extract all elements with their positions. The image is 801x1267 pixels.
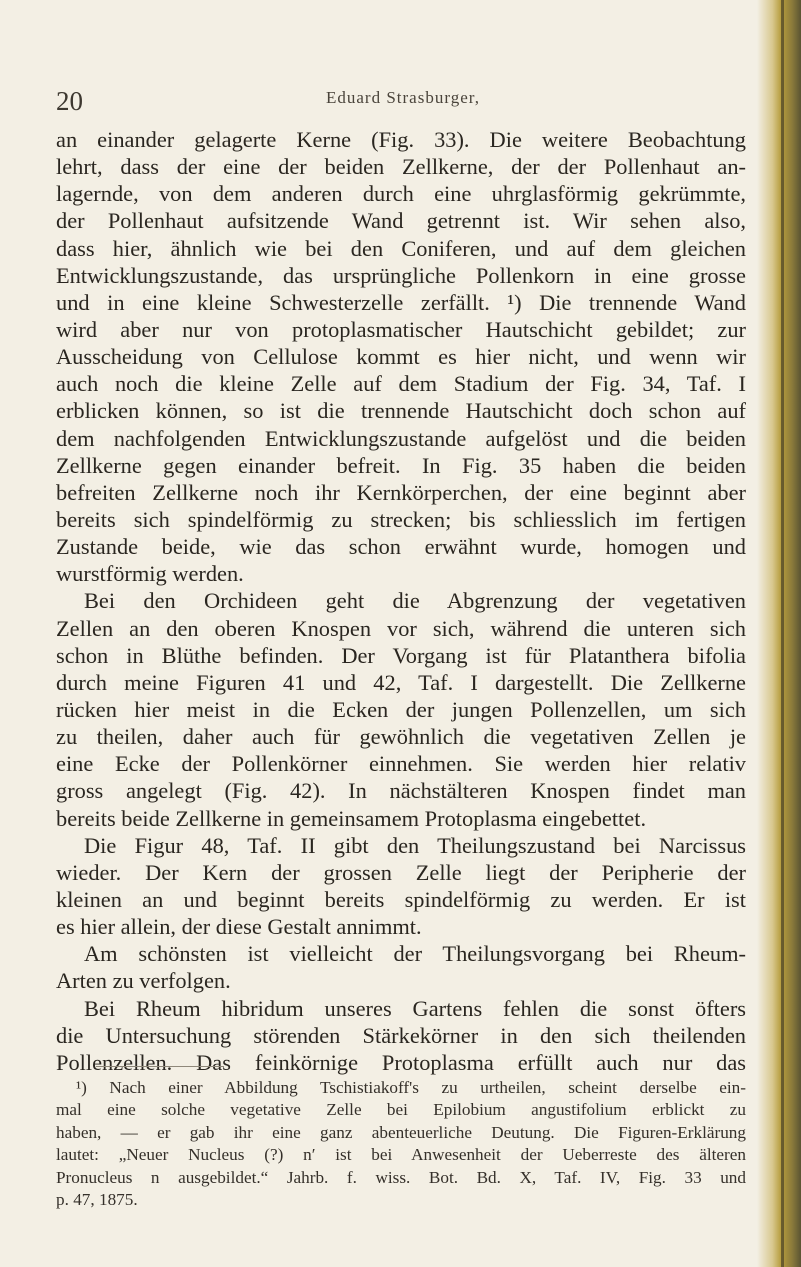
body-line: auch noch die kleine Zelle auf dem Stadium der Fig. 34, Taf. I (56, 371, 746, 397)
running-head: Eduard Strasburger, (326, 88, 480, 107)
body-line: die Untersuchung störenden Stärkekörner in den sich theilenden (56, 1022, 746, 1048)
body-line: schon in Blüthe befinden. Der Vorgang ist für Platanthera bifolia (56, 642, 746, 668)
body-line: rücken hier meist in die Ecken der jungen Pollenzellen, um sich (56, 696, 746, 722)
body-line: wird aber nur von protoplasmatischer Hautschicht gebildet; zur (56, 316, 746, 342)
footnote-line: lautet: „Neuer Nucleus (?) n′ ist bei Anwesenheit der Ueberreste des älteren (56, 1145, 746, 1165)
body-line: wieder. Der Kern der grossen Zelle liegt der Peripherie der (56, 859, 746, 885)
body-line: durch meine Figuren 41 und 42, Taf. I dargestellt. Die Zellkerne (56, 669, 746, 695)
body-line: es hier allein, der diese Gestalt annimmt. (56, 914, 422, 940)
body-line: zu theilen, daher auch für gewöhnlich die vegetativen Zellen je (56, 724, 746, 750)
body-line: Entwicklungszustande, das ursprüngliche Pollenkorn in eine grosse (56, 262, 746, 288)
body-line: und in eine kleine Schwesterzelle zerfällt. ¹) Die trennende Wand (56, 289, 746, 315)
body-line: an einander gelagerte Kerne (Fig. 33). Die weitere Beobachtung (56, 127, 746, 152)
body-line: bereits sich spindelförmig zu strecken; bis schliesslich im fertigen (56, 506, 746, 532)
body-line: bereits beide Zellkerne in gemeinsamem Protoplasma eingebettet. (56, 805, 647, 831)
body-line: Die Figur 48, Taf. II gibt den Theilungszustand bei Narcissus (84, 832, 746, 858)
footnote-line: ¹) Nach einer Abbildung Tschistiakoff's zu urtheilen, scheint derselbe ein- (76, 1078, 746, 1097)
footnotes (56, 1077, 746, 1211)
body-line: dass hier, ähnlich wie bei den Coniferen, und auf dem gleichen (56, 235, 746, 261)
footnote-line: haben, — er gab ihr eine ganz abenteuerliche Deutung. Die Figuren-Erklärung (56, 1122, 746, 1142)
body-line: der Pollenhaut aufsitzende Wand getrennt ist. Wir sehen also, (56, 208, 746, 234)
footnote-line: mal eine solche vegetative Zelle bei Epilobium angustifolium erblickt zu (56, 1100, 746, 1120)
body-line: dem nachfolgenden Entwicklungszustande aufgelöst und die beiden (56, 425, 746, 451)
body-line: Zellen an den oberen Knospen vor sich, während die unteren sich (56, 615, 746, 641)
body-line: Bei Rheum hibridum unseres Gartens fehlen die sonst öfters (84, 995, 746, 1021)
footnote-divider (96, 1066, 224, 1067)
footnote-line: Pronucleus n ausgebildet.“ Jahrb. f. wiss. Bot. Bd. X, Taf. IV, Fig. 33 und (56, 1167, 746, 1187)
body-line: Arten zu verfolgen. (56, 968, 231, 994)
body-line: Zellkerne gegen einander befreit. In Fig. 35 haben die beiden (56, 452, 746, 478)
body-line: erblicken können, so ist die trennende Hautschicht doch schon auf (56, 398, 746, 424)
body-line: gross angelegt (Fig. 42). In nächstälteren Knospen findet man (56, 778, 746, 804)
body-line: Am schönsten ist vielleicht der Theilungsvorgang bei Rheum- (84, 941, 746, 967)
page-number: 20 (56, 86, 83, 116)
body-line: Zustande beide, wie das schon erwähnt wurde, homogen und (56, 534, 746, 560)
body-line: befreiten Zellkerne noch ihr Kernkörperchen, der eine beginnt aber (56, 479, 746, 505)
book-binding-edge (757, 0, 801, 1267)
body-line: wurstförmig werden. (56, 561, 244, 587)
body-line: lagernde, von dem anderen durch eine uhrglasförmig gekrümmte, (56, 181, 746, 207)
body-line: Bei den Orchideen geht die Abgrenzung der vegetativen (84, 588, 746, 614)
body-line: eine Ecke der Pollenkörner einnehmen. Sie werden hier relativ (56, 751, 746, 777)
body-text (56, 126, 746, 1076)
body-line: lehrt, dass der eine der beiden Zellkerne, der der Pollenhaut an- (56, 154, 746, 180)
body-line: Ausscheidung von Cellulose kommt es hier nicht, und wenn wir (56, 344, 746, 370)
body-line: Pollenzellen. Das feinkörnige Protoplasma erfüllt auch nur das (56, 1049, 746, 1075)
body-line: kleinen an und beginnt bereits spindelförmig zu werden. Er ist (56, 886, 746, 912)
footnote-line: p. 47, 1875. (56, 1189, 138, 1209)
